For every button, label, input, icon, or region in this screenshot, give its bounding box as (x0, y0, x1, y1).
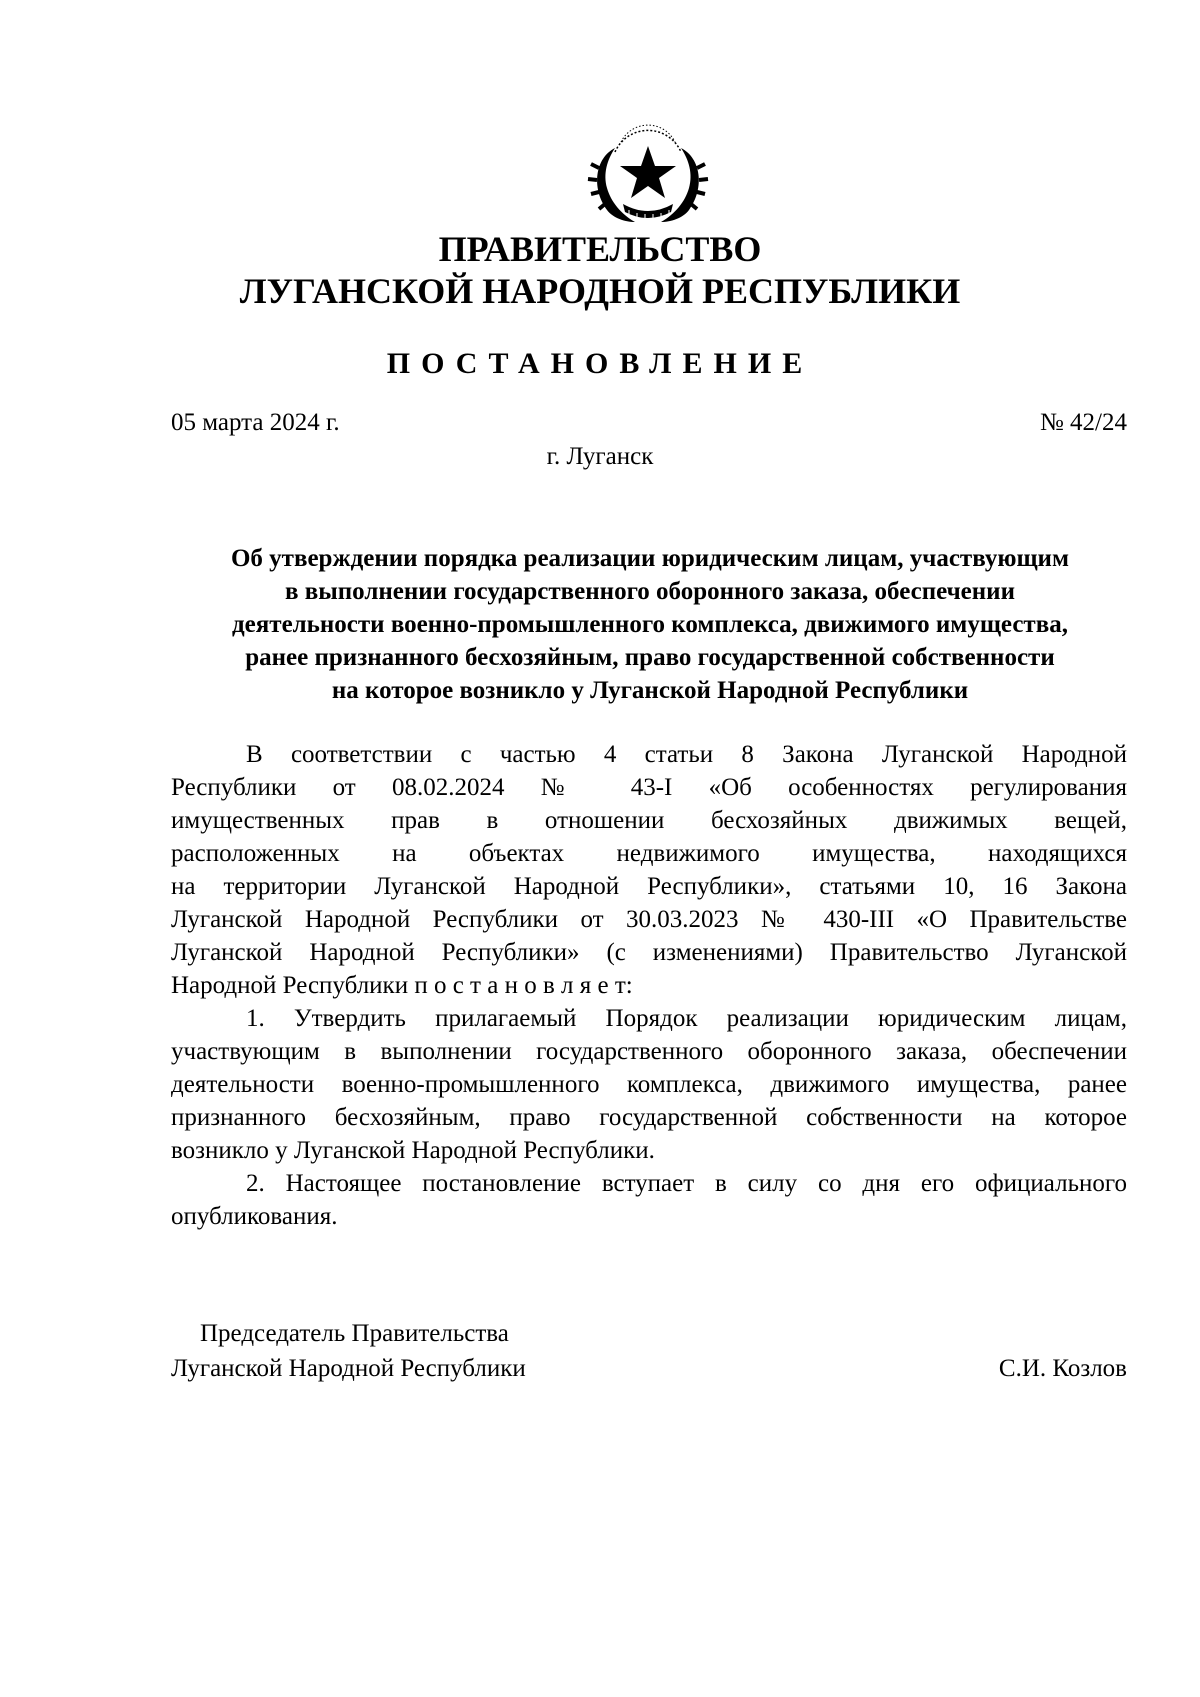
document-type: ПОСТАНОВЛЕНИЕ (386, 347, 814, 380)
document-date: 05 марта 2024 г. (171, 409, 340, 436)
signer-position: Председатель Правительства (200, 1320, 509, 1347)
signer-position: Луганской Народной Республики (171, 1355, 526, 1382)
body-line: В соответствии с частью 4 статьи 8 Закона Луганской Народной (246, 741, 1127, 768)
document-city: г. Луганск (546, 443, 654, 470)
signer-name: С.И. Козлов (998, 1355, 1127, 1382)
subject-line: деятельности военно-промышленного комплекса, движимого имущества, (232, 611, 1068, 638)
government-name-line2: ЛУГАНСКОЙ НАРОДНОЙ РЕСПУБЛИКИ (239, 271, 961, 311)
body-line: Луганской Народной Республики» (с изменениями) Правительство Луганской (171, 939, 1127, 966)
coat-of-arms-icon (585, 118, 711, 226)
body-line: на территории Луганской Народной Республики», статьями 10, 16 Закона (171, 873, 1127, 900)
body-line: опубликования. (171, 1203, 338, 1230)
subject-line: ранее признанного бесхозяйным, право государственной собственности (245, 644, 1055, 671)
subject-line: Об утверждении порядка реализации юридическим лицам, участвующим (230, 545, 1069, 572)
subject-line: в выполнении государственного оборонного заказа, обеспечении (284, 578, 1015, 605)
body-line: 2. Настоящее постановление вступает в силу со дня его официального (246, 1170, 1127, 1197)
body-line: Луганской Народной Республики от 30.03.2023 № 430-III «О Правительстве (171, 906, 1127, 933)
body-line: деятельности военно-промышленного комплекса, движимого имущества, ранее (171, 1071, 1127, 1098)
body-line: Республики от 08.02.2024 № 43-I «Об особенностях регулирования (171, 774, 1127, 801)
document-number: № 42/24 (1039, 409, 1127, 436)
body-line: возникло у Луганской Народной Республики. (171, 1137, 655, 1164)
body-line: Народной Республики п о с т а н о в л я е т: (171, 972, 633, 999)
body-line: расположенных на объектах недвижимого имущества, находящихся (171, 840, 1127, 867)
body-line: участвующим в выполнении государственного оборонного заказа, обеспечении (171, 1038, 1127, 1065)
body-line: 1. Утвердить прилагаемый Порядок реализации юридическим лицам, (246, 1005, 1127, 1032)
subject-line: на которое возникло у Луганской Народной Республики (331, 677, 969, 704)
body-line: имущественных прав в отношении бесхозяйных движимых вещей, (171, 807, 1127, 834)
body-line: признанного бесхозяйным, право государственной собственности на которое (171, 1104, 1127, 1131)
government-name-line1: ПРАВИТЕЛЬСТВО (438, 229, 762, 269)
